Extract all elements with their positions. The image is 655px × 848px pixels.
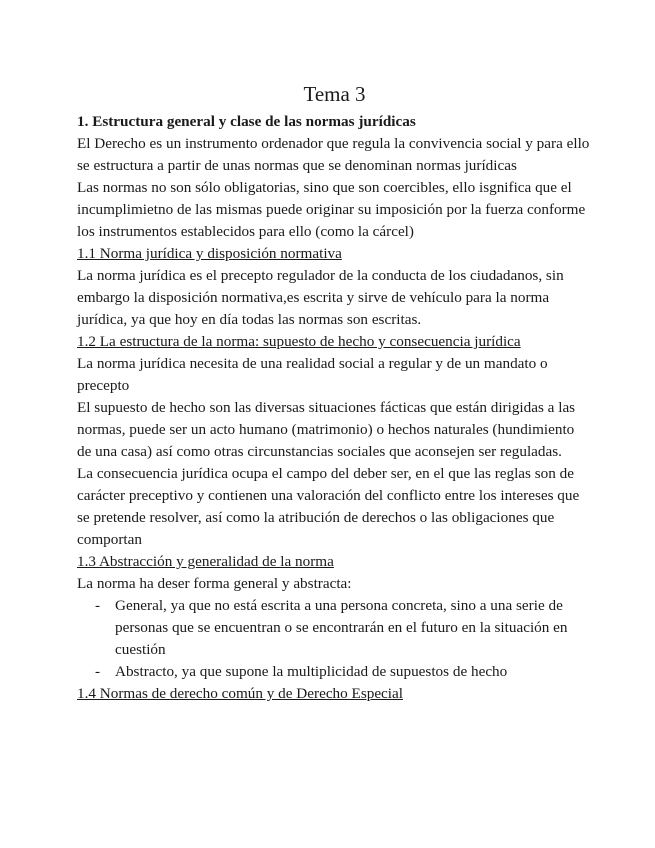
document-page [77, 80, 592, 705]
list-item-text: Abstracto, ya que supone la multiplicidad de supuestos de hecho [115, 663, 508, 680]
subsection-1-2-paragraph-1: La norma jurídica necesita de una realidad social a regular y de un mandato o precepto [77, 355, 548, 394]
document-title: Tema 3 [303, 82, 366, 106]
subsection-1-3-bullet-list [77, 595, 592, 683]
section-1-paragraph-2: Las normas no son sólo obligatorias, sino que son coercibles, ello isgnifica que el incumplimietno de las mismas puede originar su imposición por la fuerza conforme los instrumentos establecidos para ello (como la cárcel) [77, 179, 586, 240]
subsection-1-1-heading: 1.1 Norma jurídica y disposición normativa [77, 245, 342, 262]
list-item [77, 595, 592, 661]
subsection-1-2-paragraph-3: La consecuencia jurídica ocupa el campo del deber ser, en el que las reglas son de carácter preceptivo y contienen una valoración del conflicto entre los intereses que se pretende resolver, así como la atribución de derechos o las obligaciones que comportan [77, 465, 580, 548]
subsection-1-4-heading: 1.4 Normas de derecho común y de Derecho Especial [77, 685, 403, 702]
list-item-text: General, ya que no está escrita a una persona concreta, sino a una serie de personas que se encuentran o se encontrarán en el futuro en la situación en cuestión [115, 597, 568, 658]
dash-bullet-icon: - [95, 663, 101, 680]
subsection-1-1-paragraph-1: La norma jurídica es el precepto regulador de la conducta de los ciudadanos, sin embargo la disposición normativa,es escrita y sirve de vehículo para la norma jurídica, ya que hoy en día todas las normas son escritas. [77, 267, 564, 328]
section-1-heading: 1. Estructura general y clase de las normas jurídicas [77, 113, 416, 130]
subsection-1-3-heading: 1.3 Abstracción y generalidad de la norma [77, 553, 334, 570]
list-item [77, 661, 592, 683]
subsection-1-3-intro: La norma ha deser forma general y abstracta: [77, 575, 352, 592]
subsection-1-2-paragraph-2: El supuesto de hecho son las diversas situaciones fácticas que están dirigidas a las normas, puede ser un acto humano (matrimonio) o hechos naturales (hundimiento de una casa) así como otras circunstancias sociales que aconsejen ser reguladas. [77, 399, 576, 460]
subsection-1-2-heading: 1.2 La estructura de la norma: supuesto de hecho y consecuencia jurídica [77, 333, 521, 350]
section-1-paragraph-1: El Derecho es un instrumento ordenador que regula la convivencia social y para ello se estructura a partir de unas normas que se denominan normas jurídicas [77, 135, 590, 174]
dash-bullet-icon: - [95, 597, 101, 614]
